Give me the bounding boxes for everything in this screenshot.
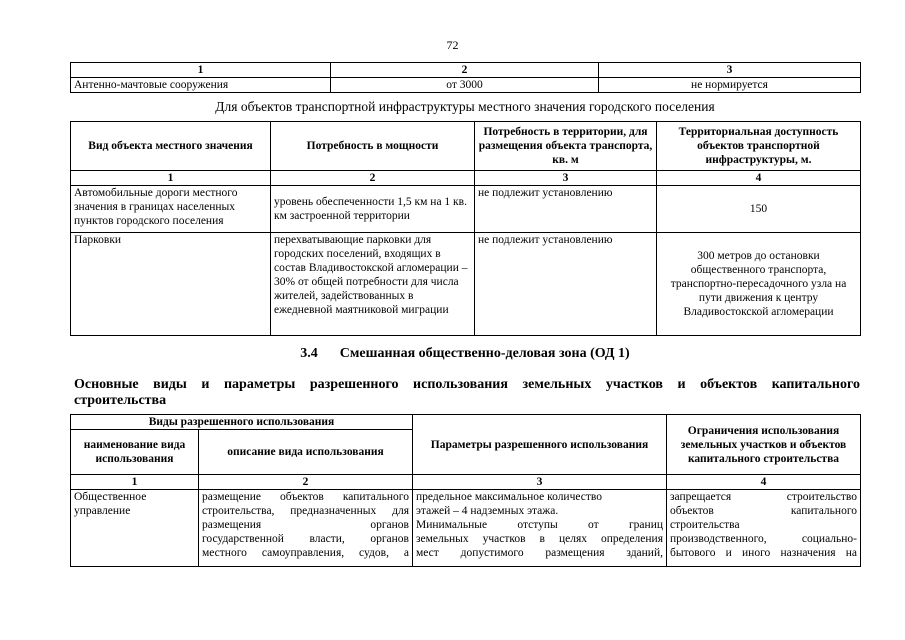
use-description-cell <box>199 490 413 567</box>
text-line: Минимальные отступы от границ <box>416 519 663 531</box>
text-line: мест допустимого размещения зданий, <box>416 547 663 559</box>
territory-cell: не подлежит установлению <box>475 186 657 233</box>
header-restrictions: Ограничения использования земельных участков и объектов капитального строительства <box>667 415 861 475</box>
page-number: 72 <box>446 38 459 52</box>
text-line: земельных участков в целях определения <box>416 533 663 545</box>
object-type-cell: Антенно-мачтовые сооружения <box>71 78 331 93</box>
header-parameters: Параметры разрешенного использования <box>413 415 667 475</box>
capacity-cell: уровень обеспеченности 1,5 км на 1 кв. км застроенной территории <box>271 186 475 233</box>
col-number: 4 <box>667 475 861 490</box>
header-use-description: описание вида использования <box>199 430 413 475</box>
text-line: строительства <box>670 519 740 531</box>
text-line: размещение объектов капитального <box>202 491 409 503</box>
transport-caption: Для объектов транспортной инфраструктуры местного значения городского поселения <box>215 99 715 114</box>
transport-table <box>70 121 861 336</box>
section-title: Смешанная общественно-деловая зона (ОД 1) <box>339 346 630 361</box>
header-use-types: Виды разрешенного использования <box>71 415 413 430</box>
col-number: 2 <box>199 475 413 490</box>
zone-table <box>70 414 861 567</box>
parameters-cell <box>413 490 667 567</box>
text-line: производственного, социально- <box>670 533 857 545</box>
text-line: объектов капитального <box>670 505 857 517</box>
header-accessibility: Территориальная доступность объектов транспортной инфраструктуры, м. <box>657 122 861 171</box>
header-territory: Потребность в территории, для размещения объекта транспорта, кв. м <box>475 122 657 171</box>
col-number: 3 <box>475 171 657 186</box>
col-number: 4 <box>657 171 861 186</box>
header-object-type: Вид объекта местного значения <box>71 122 271 171</box>
text-line: запрещается строительство <box>670 491 857 503</box>
text-line: бытового и иного назначения на <box>670 547 857 559</box>
text-line: этажей – 4 надземных этажа. <box>416 505 559 517</box>
section-number: 3.4 <box>300 346 318 361</box>
col-number: 1 <box>71 63 331 78</box>
col-number: 2 <box>271 171 475 186</box>
text-line: государственной власти, органов <box>202 533 409 545</box>
antenna-table <box>70 62 861 93</box>
object-type-cell: Парковки <box>71 233 271 336</box>
col-number: 1 <box>71 475 199 490</box>
col-number: 3 <box>413 475 667 490</box>
main-title: Основные виды и параметры разрешенного использования земельных участков и объектов капитального строительства <box>74 377 860 408</box>
capacity-cell: от 3000 <box>331 78 599 93</box>
use-name-cell: Общественное управление <box>71 490 199 567</box>
capacity-cell: перехватывающие парковки для городских поселений, входящих в состав Владивостокской агломерации – 30% от общей потребности для числа жителей, задействованных в ежедневной маятниковой миграции <box>271 233 475 336</box>
territory-cell: не подлежит установлению <box>475 233 657 336</box>
text-line: предельное максимальное количество <box>416 491 602 503</box>
object-type-cell: Автомобильные дороги местного значения в границах населенных пунктов городского поселения <box>71 186 271 233</box>
text-line: местного самоуправления, судов, а <box>202 547 409 559</box>
access-cell: 300 метров до остановки общественного транспорта, транспортно-пересадочного узла на пути движения к центру Владивостокской агломерации <box>657 233 861 336</box>
header-use-name: наименование вида использования <box>71 430 199 475</box>
header-capacity: Потребность в мощности <box>271 122 475 171</box>
col-number: 2 <box>331 63 599 78</box>
col-number: 1 <box>71 171 271 186</box>
restrictions-cell <box>667 490 861 567</box>
access-cell: не нормируется <box>599 78 861 93</box>
text-line: строительства, предназначенных для <box>202 505 409 517</box>
text-line: размещения органов <box>202 519 409 531</box>
access-cell: 150 <box>657 186 861 233</box>
col-number: 3 <box>599 63 861 78</box>
section-heading <box>70 346 860 362</box>
